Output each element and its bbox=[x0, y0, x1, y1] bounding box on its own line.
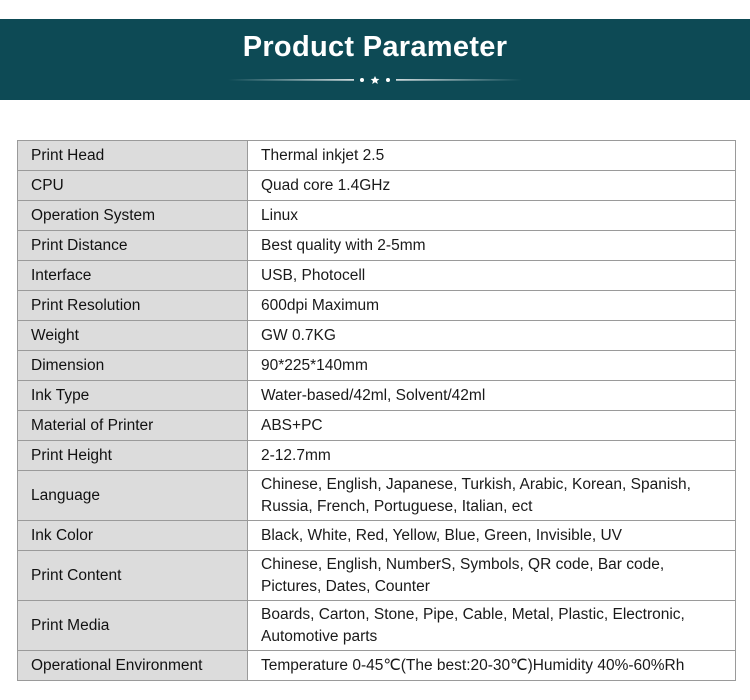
parameter-label: Ink Type bbox=[18, 381, 248, 411]
parameter-value: Quad core 1.4GHz bbox=[248, 171, 736, 201]
table-row bbox=[18, 351, 736, 381]
parameter-label: Print Resolution bbox=[18, 291, 248, 321]
parameter-value: Boards, Carton, Stone, Pipe, Cable, Metal, Plastic, Electronic, Automotive parts bbox=[248, 601, 736, 651]
table-row bbox=[18, 521, 736, 551]
parameter-value: Chinese, English, NumberS, Symbols, QR code, Bar code, Pictures, Dates, Counter bbox=[248, 551, 736, 601]
parameter-label: Print Media bbox=[18, 601, 248, 651]
parameter-label: Operational Environment bbox=[18, 651, 248, 681]
parameter-table-body bbox=[18, 141, 736, 681]
parameter-value: Temperature 0-45℃(The best:20-30℃)Humidity 40%-60%Rh bbox=[248, 651, 736, 681]
table-row bbox=[18, 441, 736, 471]
parameter-label: Language bbox=[18, 471, 248, 521]
table-row bbox=[18, 411, 736, 441]
parameter-label: CPU bbox=[18, 171, 248, 201]
table-row bbox=[18, 551, 736, 601]
parameter-label: Print Content bbox=[18, 551, 248, 601]
parameter-label: Dimension bbox=[18, 351, 248, 381]
parameter-label: Interface bbox=[18, 261, 248, 291]
parameter-value: Linux bbox=[248, 201, 736, 231]
parameter-value: Water-based/42ml, Solvent/42ml bbox=[248, 381, 736, 411]
parameter-value: Chinese, English, Japanese, Turkish, Arabic, Korean, Spanish, Russia, French, Portuguese, Italian, ect bbox=[248, 471, 736, 521]
parameter-label: Weight bbox=[18, 321, 248, 351]
parameter-label: Operation System bbox=[18, 201, 248, 231]
parameter-label: Print Head bbox=[18, 141, 248, 171]
parameter-value: GW 0.7KG bbox=[248, 321, 736, 351]
product-parameter-table bbox=[17, 140, 736, 681]
table-row bbox=[18, 231, 736, 261]
parameter-label: Material of Printer bbox=[18, 411, 248, 441]
table-row bbox=[18, 321, 736, 351]
header-banner bbox=[0, 19, 750, 100]
table-row bbox=[18, 651, 736, 681]
parameter-value: 90*225*140mm bbox=[248, 351, 736, 381]
star-divider-icon bbox=[228, 76, 522, 84]
table-row bbox=[18, 261, 736, 291]
table-row bbox=[18, 601, 736, 651]
parameter-label: Ink Color bbox=[18, 521, 248, 551]
parameter-value: Thermal inkjet 2.5 bbox=[248, 141, 736, 171]
table-row bbox=[18, 171, 736, 201]
parameter-value: 600dpi Maximum bbox=[248, 291, 736, 321]
parameter-value: Black, White, Red, Yellow, Blue, Green, Invisible, UV bbox=[248, 521, 736, 551]
parameter-value: 2-12.7mm bbox=[248, 441, 736, 471]
parameter-value: Best quality with 2-5mm bbox=[248, 231, 736, 261]
parameter-value: ABS+PC bbox=[248, 411, 736, 441]
table-row bbox=[18, 141, 736, 171]
table-row bbox=[18, 471, 736, 521]
table-row bbox=[18, 201, 736, 231]
page-title: Product Parameter bbox=[242, 31, 508, 63]
table-row bbox=[18, 291, 736, 321]
parameter-label: Print Height bbox=[18, 441, 248, 471]
parameter-value: USB, Photocell bbox=[248, 261, 736, 291]
parameter-label: Print Distance bbox=[18, 231, 248, 261]
table-row bbox=[18, 381, 736, 411]
